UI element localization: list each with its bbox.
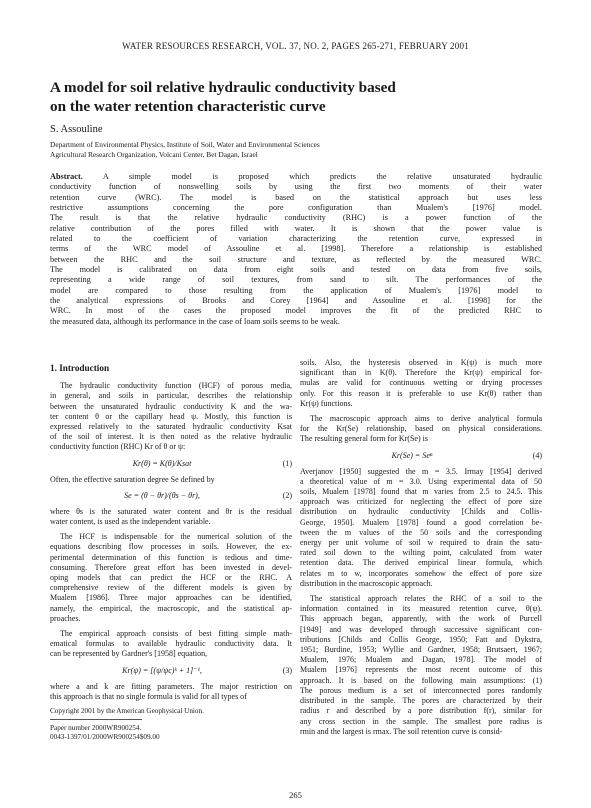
paper-number: Paper number 2000WR900254. (50, 724, 142, 733)
text-line: ematical formulas to available hydraulic conductivity data. It (50, 639, 292, 649)
paragraph (300, 594, 542, 737)
text-line: water content, is used as the independent variable. (50, 517, 211, 527)
equation-number: (1) (282, 458, 292, 468)
footnote-rule (50, 719, 142, 720)
abstract-line: representing a wide range of soil textures, from sand to silt. The performances of the (50, 275, 542, 285)
abstract-line: relative contribution of the pores filled with water. It is shown that the power value is (50, 223, 542, 233)
text-line: The porous medium is a set of interconnected pores randomly (300, 685, 542, 695)
text-line: namely, the empirical, the macroscopic, and the statistical ap- (50, 603, 292, 613)
text-line: proaches. (50, 613, 81, 623)
text-line: any cross section in the sample. The smallest pore radius is (300, 716, 542, 726)
text-line: Averjanov [1950] suggested the m = 3.5. Irmay [1954] derived (300, 466, 542, 476)
text-line: The empirical approach consists of best fitting simple math- (60, 629, 292, 639)
text-line: The hydraulic conductivity function (HCF) of porous media, (60, 381, 292, 391)
paragraph (50, 532, 292, 624)
text-line: comprehensive review of the different models is given by (50, 583, 292, 593)
text-line: approach was criticized for neglecting the effect of pore size (300, 497, 542, 507)
text-line: in general, and soils in particular, describes the relationship (50, 391, 292, 401)
text-line: radius r and described by a pore distribution f(r), similar for (300, 706, 542, 716)
text-line: soils, Mualem [1978] found that m varies from 2.5 to 24.5. This (300, 487, 542, 497)
abstract-text: A simple model is proposed which predicts the relative unsaturated hydraulic (82, 172, 542, 181)
author-affiliation (50, 140, 550, 159)
text-line: This approach began, apparently, with the work of Purcell (300, 614, 542, 624)
abstract-line: the analytical expressions of Brooks and Corey [1964] and Assouline et al. [1998] for the (50, 296, 542, 306)
equation-text: Kr(θ) = K(θ)/Ksat (132, 458, 192, 468)
abstract (50, 172, 542, 327)
copyright-notice: Copyright 2001 by the American Geophysical Union. (50, 707, 204, 716)
equation-text: Kr(Se) = Seⁿ (391, 450, 433, 460)
abstract-line: the measured data, although its performance in the case of loam soils seems to be weak. (50, 316, 340, 326)
equation-1 (50, 457, 292, 471)
text-line: tributions [Childs and Collis George, 1950; Fatt and Dykstra, (300, 634, 542, 644)
text-line: where θs is the saturated water content and θr is the residual (50, 506, 292, 516)
abstract-line: related to the coefficient of variation characterizing the retention curve, expressed in (50, 234, 542, 244)
text-line: The HCF is indispensable for the numerical solution of the (60, 532, 292, 542)
text-line: relates m to w, incorporates somehow the effect of pore size (300, 568, 542, 578)
abstract-line: WRC. In most of the cases the proposed model improves the fit of the predicted RHC to (50, 306, 542, 316)
text-line: perimental determination of this function is tedious and time- (50, 552, 292, 562)
equation-text: Kr(ψ) = [(ψ/ψc)ᵏ + 1]⁻¹, (122, 665, 202, 675)
affiliation-line-2: Agricultural Research Organization, Volcani Center, Bet Dagan, Israel (50, 149, 258, 159)
abstract-line: The model is calibrated on data from eight soils and tested on data from five soils, (50, 265, 542, 275)
abstract-line: between the RHC and the soil structure and texture, as reflected by the measured WRC. (50, 254, 542, 264)
text-line: ter content θ or the capillary head ψ. Mostly, this function is (50, 411, 292, 421)
equation-3 (50, 664, 292, 678)
text-line: consuming. Therefore great effort has been invested in devel- (50, 562, 292, 572)
equation-number: (4) (532, 450, 542, 460)
paragraph (50, 629, 292, 660)
equation-number: (2) (282, 490, 292, 500)
text-line: rmin and the largest is rmax. The soil retention curve is consid- (300, 726, 503, 736)
text-line: The resulting general form for Kr(Se) is (300, 434, 428, 444)
text-line: Often, the effective saturation degree Se defined by (50, 474, 215, 484)
text-line: [1949] and was developed through successive significant con- (300, 624, 542, 634)
text-line: equations describing flow processes in soils. However, the ex- (50, 542, 292, 552)
text-line: expressed relatively to the saturated hydraulic conductivity Ksat (50, 422, 292, 432)
text-line: conductivity function (RHC) Kr of θ or ψ: (50, 442, 186, 452)
text-line: this approach is that no single formula is valid for all types of (50, 691, 247, 701)
paragraph (300, 414, 542, 445)
equation-text: Se = (θ − θr)/(θs − θr), (124, 490, 200, 500)
text-line: only. For this reason it is preferable to use Kr(θ) rather than (300, 388, 542, 398)
abstract-line: restrictive assumptions concerning the pore configuration than Mualem's [1976] model. (50, 203, 542, 213)
paragraph (50, 381, 292, 452)
text-line: soils. Also, the hysteresis observed in K(ψ) is much more (300, 358, 542, 367)
equation-number: (3) (282, 665, 292, 675)
left-column (50, 358, 292, 742)
issn-code: 0043-1397/01/2000WR900254$09.00 (50, 733, 160, 742)
running-header: WATER RESOURCES RESEARCH, VOL. 37, NO. 2, PAGES 265-271, FEBRUARY 2001 (122, 41, 469, 51)
text-line: tween the m values of the 50 soils and the corresponding (300, 527, 542, 537)
text-line: oping models that can predict the HCF or the RHC. A (50, 573, 292, 583)
paragraph (300, 358, 542, 409)
text-line: Kr(ψ) functions. (300, 398, 353, 408)
text-line: where a and k are fitting parameters. The major restriction on (50, 681, 292, 691)
affiliation-line-1: Department of Environmental Physics, Institute of Soil, Water and Environmental Sciences (50, 140, 320, 149)
text-line: can be represented by Gardner's [1958] equation, (50, 649, 208, 659)
text-line: 1951; Burdine, 1953; Wyllie and Gardner, 1958; Brutsaert, 1967; (300, 645, 542, 655)
paragraph (50, 475, 292, 485)
text-line: for the Kr(Se) relationship, based on physical considerations. (300, 424, 542, 434)
right-column (300, 358, 542, 737)
text-line: The macroscopic approach aims to derive analytical formula (310, 414, 542, 424)
text-line: of the soil of interest. It is then noted as the relative hydraulic (50, 432, 292, 442)
abstract-line: conductivity function of nonswelling soils by using the first two moments of their water (50, 182, 542, 192)
paragraph (300, 467, 542, 589)
author-name: S. Assouline (50, 124, 103, 135)
text-line: Mualem, 1976; Mualem and Dagan, 1978]. The model of (300, 655, 542, 665)
page-number: 265 (289, 790, 302, 800)
text-line: retention data. The derived empirical linear formula, which (300, 558, 542, 568)
text-line: distribution in the macroscopic approach. (300, 578, 433, 588)
article-title (50, 78, 550, 116)
equation-2 (50, 489, 292, 503)
abstract-line (50, 172, 542, 182)
text-line: mulas are valid for continuous wetting or drying processes (300, 378, 542, 388)
text-line: significant than in K(θ). Therefore the Kr(ψ) empirical for- (300, 368, 542, 378)
text-line: George, 1950]. Mualem [1978] found a good correlation be- (300, 517, 542, 527)
text-line: rated soil down to the wilting point, calculated from water (300, 548, 542, 558)
paragraph (50, 507, 292, 527)
text-line: a theoretical value of m = 3.0. Using experimental data of 50 (300, 476, 542, 486)
abstract-line: terms of the WRC model of Assouline et al. [1998]. Therefore a relationship is established (50, 244, 542, 254)
text-line: Mualem [1986]. Three major approaches can be identified, (50, 593, 292, 603)
text-line: energy per unit volume of soil w required to drain the satu- (300, 538, 542, 548)
text-line: distributed in the sample. The pores are characterized by their (300, 696, 542, 706)
abstract-line: model are compared to those resulting from the application of Mualem's [1976] model to (50, 285, 542, 295)
equation-4 (300, 449, 542, 463)
text-line: The statistical approach relates the RHC of a soil to the (310, 594, 542, 604)
text-line: approach. It is based on the following main assumptions: (1) (300, 675, 542, 685)
title-line-1: A model for soil relative hydraulic conductivity based (50, 79, 396, 96)
abstract-label: Abstract. (50, 172, 83, 181)
section-heading-introduction: 1. Introduction (50, 363, 110, 373)
text-line: distribution on hydraulic conductivity [Childs and Collis- (300, 507, 542, 517)
paragraph (50, 682, 292, 702)
abstract-line: The result is that the relative hydraulic conductivity (RHC) is a power function of the (50, 213, 542, 223)
text-line: Mualem [1976] represents the most recent outcome of this (300, 665, 542, 675)
abstract-line: retention curve (WRC). The model is based on the statistical approach but uses less (50, 192, 542, 202)
text-line: information contained in its measured retention curve, θ(ψ). (300, 604, 542, 614)
text-line: between the unsaturated hydraulic conductivity K and the wa- (50, 401, 292, 411)
title-line-2: on the water retention characteristic curve (50, 98, 326, 115)
